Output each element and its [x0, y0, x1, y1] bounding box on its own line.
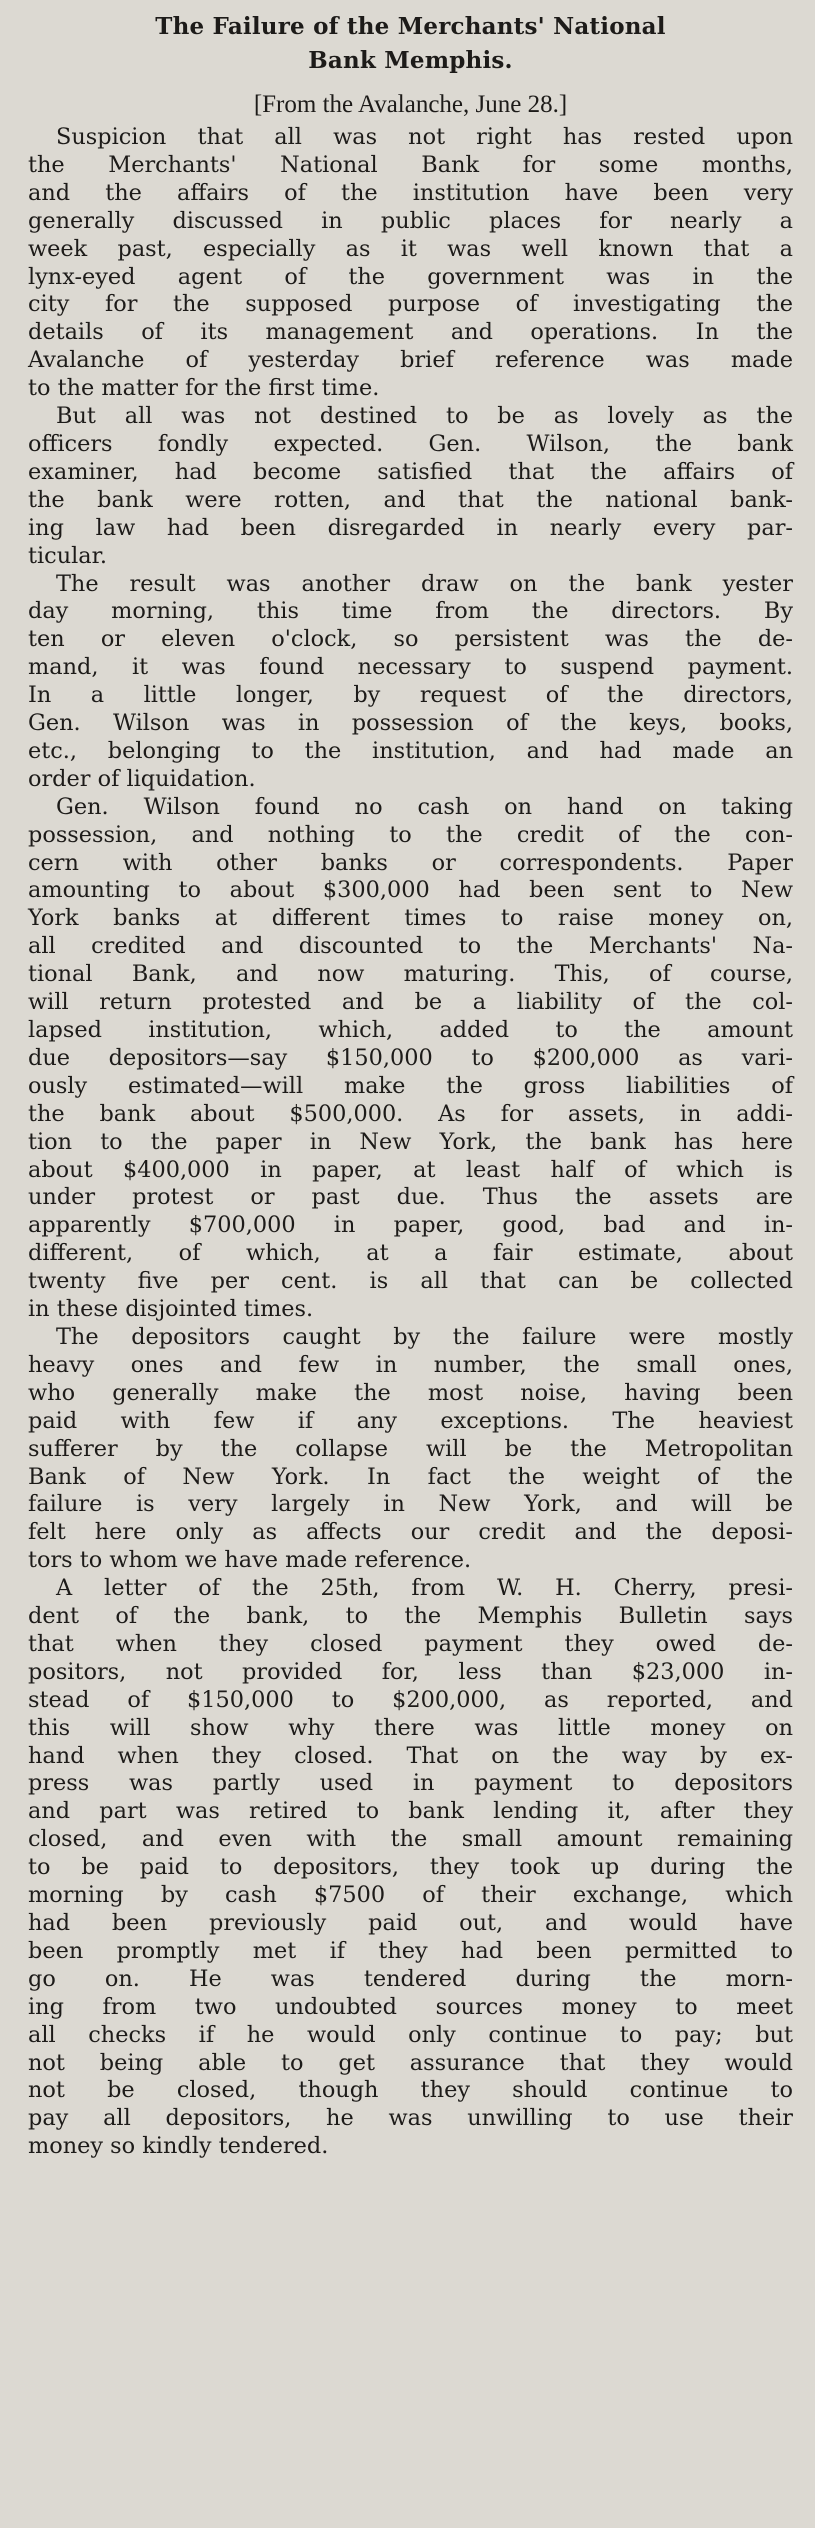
text-line: twenty five per cent. is all that can be collected	[28, 1268, 793, 1295]
article-source-line: [From the Avalanche, June 28.]	[253, 91, 568, 118]
text-line: money so kindly tendered.	[28, 2133, 329, 2160]
text-line: lapsed institution, which, added to the amount	[28, 1017, 793, 1043]
article-paragraph	[28, 1575, 793, 2161]
text-line: all checks if he would only continue to pay; but	[28, 2021, 793, 2048]
text-line: The result was another draw on the bank yester	[56, 570, 793, 597]
text-line: and the affairs of the institution have been very	[28, 179, 793, 206]
text-line: tional Bank, and now maturing. This, of course,	[28, 961, 793, 988]
text-line: But all was not destined to be as lovely as the	[56, 403, 793, 430]
article-paragraph	[28, 403, 793, 570]
text-line: Gen. Wilson found no cash on hand on taking	[56, 793, 793, 820]
article-headline	[28, 10, 793, 78]
text-line: lynx-eyed agent of the government was in the	[28, 263, 793, 290]
text-line: hand when they closed. That on the way by ex-	[28, 1742, 793, 1769]
text-line: different, of which, at a fair estimate, about	[28, 1240, 793, 1267]
text-line: tors to whom we have made reference.	[28, 1547, 472, 1574]
text-line: failure is very largely in New York, and will be	[28, 1491, 793, 1518]
text-line: mand, it was found necessary to suspend payment.	[28, 654, 793, 681]
text-line: dent of the bank, to the Memphis Bulletin says	[28, 1603, 793, 1630]
text-line: not being able to get assurance that they would	[28, 2049, 793, 2076]
text-line: day morning, this time from the directors. By	[28, 598, 793, 625]
text-line: ing law had been disregarded in nearly every par-	[28, 514, 793, 541]
article-paragraph	[28, 124, 793, 403]
text-line: about $400,000 in paper, at least half of which is	[28, 1156, 793, 1183]
headline-line: Bank Memphis.	[308, 47, 513, 74]
text-line: The depositors caught by the failure were mostly	[56, 1323, 793, 1350]
text-line: order of liquidation.	[28, 765, 256, 792]
text-line: tion to the paper in New York, the bank has here	[28, 1128, 793, 1155]
text-line: In a little longer, by request of the directors,	[28, 682, 793, 709]
article-paragraph	[28, 571, 793, 794]
text-line: ticular.	[28, 542, 107, 569]
text-line: who generally make the most noise, having been	[28, 1379, 793, 1406]
text-line: amounting to about $300,000 had been sent to New	[28, 877, 793, 904]
text-line: under protest or past due. Thus the assets are	[28, 1184, 793, 1211]
text-line: will return protested and be a liability of the col-	[28, 989, 793, 1016]
text-line: ing from two undoubted sources money to meet	[28, 1993, 793, 2020]
text-line: closed, and even with the small amount remaining	[28, 1826, 793, 1853]
text-line: officers fondly expected. Gen. Wilson, the bank	[28, 430, 793, 457]
text-line: Suspicion that all was not right has rested upon	[56, 124, 793, 150]
text-line: ously estimated—will make the gross liabilities of	[28, 1072, 793, 1099]
text-line: Gen. Wilson was in possession of the keys, books,	[28, 710, 793, 737]
text-line: this will show why there was little money on	[28, 1714, 793, 1741]
article-body	[28, 124, 793, 2161]
text-line: to the matter for the first time.	[28, 375, 380, 402]
text-line: that when they closed payment they owed de-	[28, 1630, 793, 1657]
headline-line: The Failure of the Merchants' National	[155, 13, 666, 40]
text-line: generally discussed in public places for nearly a	[28, 207, 793, 234]
text-line: heavy ones and few in number, the small ones,	[28, 1351, 793, 1378]
text-line: apparently $700,000 in paper, good, bad and in-	[28, 1212, 793, 1239]
text-line: due depositors—say $150,000 to $200,000 as vari-	[28, 1044, 793, 1071]
text-line: city for the supposed purpose of investigating the	[28, 291, 793, 318]
text-line: felt here only as affects our credit and the deposi-	[28, 1519, 793, 1546]
text-line: examiner, had become satisfied that the affairs of	[28, 458, 793, 485]
text-line: stead of $150,000 to $200,000, as reported, and	[28, 1686, 793, 1713]
text-line: the bank were rotten, and that the national bank-	[28, 486, 793, 513]
text-line: to be paid to depositors, they took up during the	[28, 1854, 793, 1881]
text-line: A letter of the 25th, from W. H. Cherry, presi-	[56, 1575, 793, 1602]
text-line: positors, not provided for, less than $23,000 in-	[28, 1658, 793, 1685]
text-line: possession, and nothing to the credit of the con-	[28, 821, 793, 848]
text-line: paid with few if any exceptions. The heaviest	[28, 1407, 793, 1434]
article-paragraph	[28, 794, 793, 1324]
text-line: had been previously paid out, and would have	[28, 1910, 793, 1936]
text-line: pay all depositors, he was unwilling to use their	[28, 2105, 793, 2132]
text-line: York banks at different times to raise money on,	[28, 905, 793, 932]
article-paragraph	[28, 1324, 793, 1575]
text-line: ten or eleven o'clock, so persistent was the de-	[28, 626, 793, 653]
text-line: in these disjointed times.	[28, 1296, 314, 1323]
text-line: all credited and discounted to the Merchants' Na-	[28, 933, 793, 960]
text-line: been promptly met if they had been permitted to	[28, 1937, 793, 1964]
text-line: week past, especially as it was well known that a	[28, 235, 793, 262]
text-line: Bank of New York. In fact the weight of the	[28, 1463, 793, 1490]
text-line: press was partly used in payment to depositors	[28, 1770, 793, 1797]
text-line: Avalanche of yesterday brief reference was made	[28, 347, 793, 374]
text-line: the bank about $500,000. As for assets, in addi-	[28, 1100, 793, 1127]
text-line: go on. He was tendered during the morn-	[28, 1965, 793, 1992]
text-line: and part was retired to bank lending it, after they	[28, 1798, 793, 1825]
text-line: morning by cash $7500 of their exchange, which	[28, 1882, 793, 1909]
text-line: etc., belonging to the institution, and had made an	[28, 737, 793, 764]
text-line: not be closed, though they should continue to	[28, 2077, 793, 2104]
text-line: cern with other banks or correspondents. Paper	[28, 849, 793, 876]
text-line: details of its management and operations. In the	[28, 319, 793, 346]
text-line: sufferer by the collapse will be the Metropolitan	[28, 1435, 793, 1462]
text-line: the Merchants' National Bank for some months,	[28, 151, 793, 178]
